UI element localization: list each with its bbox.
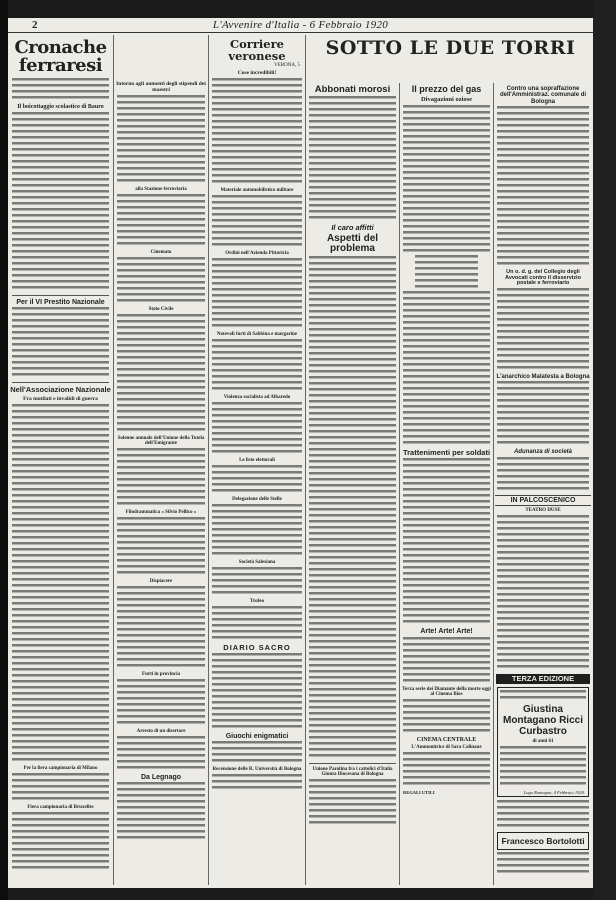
page-binding	[0, 0, 8, 900]
article-text	[403, 637, 490, 685]
article-text	[497, 106, 589, 268]
heading-trattenimenti: Trattenimenti per soldati	[402, 448, 491, 458]
heading-associazione: Nell'Associazione Nazionale	[10, 385, 111, 395]
article-text	[117, 782, 205, 842]
heading-albaredo: Violenza socialista ad Albaredo	[223, 395, 291, 400]
article-text	[12, 812, 109, 872]
masthead-title: L'Avvenire d'Italia - 6 Febbraio 1920	[212, 19, 389, 31]
newspaper-page	[8, 18, 593, 888]
heading-boicottaggio: Il boicottaggio scolastico di Bauro	[17, 104, 104, 110]
article-text	[309, 96, 396, 222]
heading-arresto: Arresto di un disertore	[136, 729, 186, 734]
heading-diamante: Terza serie dei Diamante della morte oggi al Cinema Bios	[402, 686, 491, 697]
article-text	[309, 256, 396, 760]
obituary-text	[500, 746, 586, 788]
heading-adunanza: Adunanza di società	[513, 449, 572, 456]
article-text	[212, 653, 302, 731]
heading-arte: Arte! Arte! Arte!	[420, 628, 473, 636]
banner-sotto-le-due-torri	[308, 37, 593, 80]
heading-mutilati: Fra mutilati e invalidi di guerra	[23, 396, 98, 403]
article-text	[403, 752, 490, 788]
article-text	[212, 402, 302, 456]
article-text	[117, 586, 205, 670]
article-text	[212, 774, 302, 792]
article-text	[212, 567, 302, 597]
banner-title: SOTTO LE DUE TORRI	[325, 37, 576, 59]
column-5	[401, 84, 492, 884]
article-text	[212, 741, 302, 765]
heading-stato-civile: Stato Civile	[148, 307, 174, 312]
heading-cinema-centrale: CINEMA CENTRALE	[416, 736, 477, 743]
heading-furti: Furti in provincia	[142, 672, 180, 677]
heading-fiera-milano: Per la fiera campionaria di Milano	[23, 766, 98, 772]
article-text	[212, 606, 302, 642]
heading-liste: Le liste elettorali	[239, 458, 275, 463]
advertisement-bortolotti	[497, 832, 589, 850]
heading-cinemato: Cinemato	[150, 250, 172, 255]
article-text	[403, 105, 490, 255]
heading-filodrammatica: Filodrammatica « Silvio Pellico »	[125, 510, 197, 515]
column-3	[210, 35, 304, 885]
obituary-notice	[497, 687, 589, 797]
column-rule	[208, 35, 209, 885]
article-text	[403, 699, 490, 735]
ad-name: Francesco Bortolotti	[501, 836, 585, 846]
article-text	[12, 112, 109, 292]
masthead	[8, 18, 593, 33]
heading-furti-sabbina: Notevoli furti di Sabbina e margarine	[216, 332, 298, 337]
heading-azienda: Ordini nell'Azienda Pittoricia	[225, 251, 289, 256]
article-text	[212, 339, 302, 393]
article-text	[117, 257, 205, 305]
heading-regali: REGALI UTILI	[403, 789, 435, 795]
obituary-text	[500, 690, 586, 702]
column-6	[495, 84, 591, 884]
column-rule	[113, 35, 114, 885]
article-text	[212, 258, 302, 330]
heading-societa: Società Salesiana	[238, 560, 276, 565]
heading-caro-affitti: Il caro affitti	[331, 222, 374, 232]
section-title-cronache-ferraresi: Cronache ferraresi	[14, 37, 107, 76]
obituary-dateline: Lugo Romagna, 4 Febbraio 1920.	[523, 790, 585, 795]
column-2	[115, 35, 207, 885]
article-text	[497, 800, 589, 830]
article-text	[12, 404, 109, 764]
article-text	[117, 517, 205, 577]
heading-cose-incredibili: Cose incredibili!	[237, 70, 277, 76]
obituary-age: di anni 61	[532, 739, 554, 744]
column-rule	[493, 83, 494, 885]
heading-aspetti-problema: Aspetti del problema	[326, 232, 379, 255]
heading-giuochi: Giuochi enigmatici	[225, 732, 289, 740]
article-text	[497, 852, 589, 876]
heading-terza-edizione: TERZA EDIZIONE	[496, 674, 590, 684]
footer-unione: Unione Parolina fra i cattolici d'Italia Giunta Diocesana di Bologna	[312, 766, 393, 777]
article-text	[212, 504, 302, 558]
article-text	[497, 381, 589, 447]
dateline: VERONA, 5	[274, 63, 300, 68]
article-text	[309, 779, 396, 827]
heading-prestito: Per il VI Prestito Nazionale	[16, 299, 105, 306]
article-text	[497, 288, 589, 372]
column-1	[10, 35, 111, 885]
heading-palcoscenico: IN PALCOSCENICO	[495, 495, 591, 506]
column-4	[307, 84, 398, 884]
gas-price-table	[415, 255, 478, 291]
article-text	[117, 736, 205, 772]
column-rule	[399, 83, 400, 885]
heading-avvocati: Un o. d. g. del Collegio degli Avvocati contro il disservizio postale e ferroviario	[505, 268, 581, 287]
heading-malatesta: L'anarchico Malatesta a Bologna	[496, 374, 590, 381]
theatre-listings	[497, 515, 589, 671]
page-right-edge	[593, 0, 616, 900]
article-text	[212, 78, 302, 186]
article-text	[403, 458, 490, 626]
article-text	[117, 448, 205, 508]
heading-stipendi-maestri: Intorno agli aumenti degli stipendi dei maestri	[116, 81, 206, 93]
article-text	[117, 679, 205, 727]
heading-universita: Recensione delle R. Università di Bologna	[212, 767, 302, 773]
heading-delegazione: Delegazione delle Stelle	[232, 497, 282, 502]
section-title-corriere-veronese: Corriere veronese	[228, 37, 286, 63]
heading-divagazioni: Divagazioni oziose	[420, 96, 473, 104]
article-text	[12, 307, 109, 379]
heading-abbonati-morosi: Abbonati morosi	[314, 84, 391, 95]
heading-stazione: alla Stazione ferroviaria	[135, 187, 187, 192]
heading-trofeo: Trofeo	[250, 599, 264, 604]
page-number: 2	[32, 19, 38, 31]
column-rule	[305, 35, 306, 885]
obituary-name: Giustina Montagano Ricci Curbastro	[502, 704, 583, 737]
heading-fiera-bruxelles: Fiera campionaria di Bruxelles	[27, 805, 94, 811]
heading-legnago: Da Legnago	[140, 774, 182, 781]
article-text	[117, 314, 205, 434]
heading-diario-sacro: DIARIO SACRO	[223, 643, 291, 652]
heading-prezzo-gas: Il prezzo del gas	[411, 84, 482, 94]
article-text	[212, 195, 302, 249]
article-text	[117, 95, 205, 185]
article-text	[12, 78, 109, 102]
article-text	[403, 291, 490, 447]
heading-ammonitrice: L'Ammonitrice di Sara Calinaue	[411, 744, 482, 750]
heading-dispiacere: Dispiacere	[149, 579, 173, 584]
heading-teatro-duse: TEATRO DUSE	[525, 508, 561, 514]
article-text	[212, 465, 302, 495]
article-text	[497, 457, 589, 493]
heading-unione-tutela: Solenne annuale dell'Unione della Tutela dell'Emigrante	[117, 436, 205, 446]
heading-materiale: Materiale automobilistico militare	[220, 188, 294, 193]
article-text	[117, 194, 205, 248]
article-text	[12, 773, 109, 803]
heading-sopraffazione: Contro una sopraffazione dell'Amministraz. comunale di Bologna	[499, 86, 587, 105]
